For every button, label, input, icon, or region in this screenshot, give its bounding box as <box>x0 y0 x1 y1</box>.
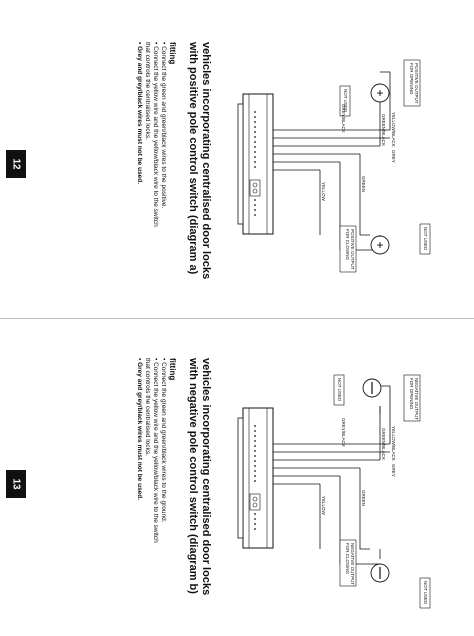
not-used-bottom-label: NOT USED <box>423 581 428 605</box>
page-number: 13 <box>10 478 22 490</box>
fitting-bullet-1: • Connect the green and green/black wires to the positive. <box>160 42 167 209</box>
fitting-title: fitting <box>168 42 177 65</box>
output-closing-line-1: POSITIVE OUTPUT <box>350 229 355 270</box>
wire-label-yellow: YELLOW <box>321 496 326 515</box>
fitting-bullet-4: • Grey and grey/black wires must not be used. <box>136 42 143 185</box>
wire-label-yellow-black: YELLOW/BLACK <box>391 112 396 147</box>
output-closing-label <box>345 543 355 585</box>
wire-label-yellow-black: YELLOW/BLACK <box>391 426 396 461</box>
negative-terminal-opening <box>363 379 381 397</box>
plus-symbol: + <box>376 86 384 100</box>
wire-label-grey: GREY <box>391 150 396 163</box>
fitting-bullet-4: • Grey and grey/black wires must not be used. <box>136 358 143 501</box>
fitting-bullet-1: • Connect the green and green/black wires to the ground. <box>160 358 167 523</box>
wire-label-grey-black: GREY/BLACK <box>341 418 346 447</box>
not-used-top-label: NOT USED <box>337 378 342 402</box>
page-number: 12 <box>10 158 22 170</box>
fitting-title: fitting <box>168 358 177 381</box>
output-closing-line-2: FOR CLOSING <box>345 229 350 261</box>
output-opening-line-1: NEGATIVE OUTPUT <box>414 378 419 421</box>
wire-label-green-black: GREEN/BLACK <box>381 428 386 461</box>
wire-label-grey: GREY <box>391 464 396 477</box>
heading-line-1: vehicles incorporating centralised door locks <box>200 358 212 596</box>
output-opening-line-1: POSITIVE OUTPUT <box>414 63 419 104</box>
plus-symbol: + <box>376 238 384 252</box>
fitting-bullet-3: that controls the centralised locks. <box>144 358 151 456</box>
fuse-block <box>250 494 260 510</box>
wire-label-grey-black: GREY/BLACK <box>341 104 346 133</box>
fitting-bullet-2: • Connect the yellow wire and the yellow/black wire to the switch <box>152 42 159 227</box>
heading-line-2: with negative pole control switch (diagram b) <box>187 358 199 594</box>
negative-terminal-closing <box>371 564 389 582</box>
wire-label-green-black: GREEN/BLACK <box>381 114 386 147</box>
wire-label-green: GREEN <box>361 176 366 193</box>
not-used-top-label: NOT USED <box>343 89 348 113</box>
output-opening-line-2: FOR OPENING <box>409 378 414 410</box>
wires <box>273 386 390 564</box>
heading-line-1: vehicles incorporating centralised door locks <box>200 42 212 280</box>
output-opening-label <box>409 378 419 420</box>
wire-label-green: GREEN <box>361 490 366 507</box>
heading-line-2: with positive pole control switch (diagram a) <box>187 42 199 275</box>
control-unit <box>238 408 273 548</box>
fitting-bullet-3: that controls the centralised locks. <box>144 42 151 140</box>
output-closing-line-2: FOR CLOSING <box>345 543 350 575</box>
output-closing-line-1: NEGATIVE OUTPUT <box>350 543 355 586</box>
fitting-bullet-2: • Connect the yellow wire and the yellow/black wire to the switch <box>152 358 159 543</box>
not-used-bottom-label: NOT USED <box>423 227 428 251</box>
output-opening-line-2: FOR OPENING <box>409 63 414 95</box>
wire-label-yellow: YELLOW <box>321 182 326 201</box>
